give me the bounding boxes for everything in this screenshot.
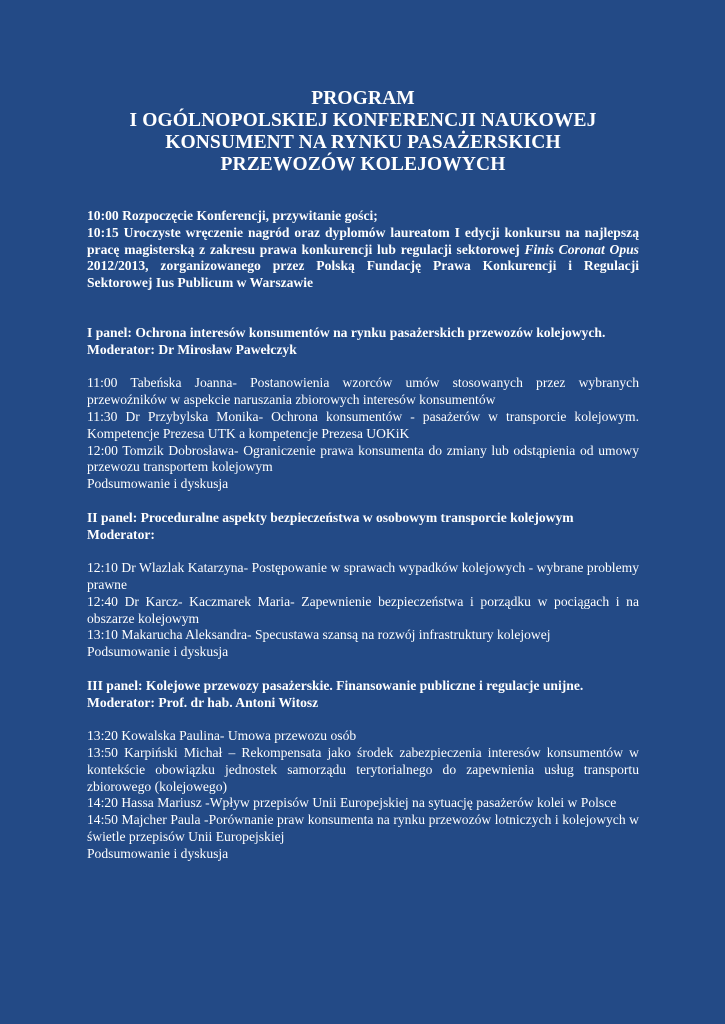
title-line: I OGÓLNOPOLSKIEJ KONFERENCJI NAUKOWEJ xyxy=(129,110,597,131)
panel-title: I panel: Ochrona interesów konsumentów na rynku pasażerskich przewozów kolejowych. xyxy=(87,324,606,340)
panel-3-header xyxy=(87,678,639,712)
panel-3-talks xyxy=(87,728,639,862)
talk-item: 12:40 Dr Karcz- Kaczmarek Maria- Zapewnienie bezpieczeństwa i porządku w pociągach i na obszarze kolejowym xyxy=(87,593,639,626)
panel-moderator: Moderator: Prof. dr hab. Antoni Witosz xyxy=(87,694,319,710)
talk-item: 12:10 Dr Wlazlak Katarzyna- Postępowanie w sprawach wypadków kolejowych - wybrane problemy prawne xyxy=(87,560,639,592)
title-line: KONSUMENT NA RYNKU PASAŻERSKICH xyxy=(165,132,561,153)
intro-award xyxy=(87,225,639,292)
discussion-item: Podsumowanie i dyskusja xyxy=(87,644,229,660)
intro-award-text: 10:15 Uroczyste wręczenie nagród oraz dyplomów laureatom I edycji konkursu na najlepszą pracę magisterską z zakresu prawa konkurencji lub regulacji sektorowej xyxy=(87,224,639,257)
panel-moderator: Moderator: xyxy=(87,526,155,542)
title-line: PROGRAM xyxy=(311,88,415,109)
panel-2-talks xyxy=(87,560,639,661)
document-page xyxy=(87,88,639,879)
talk-item: 13:50 Karpiński Michał – Rekompensata jako środek zabezpieczenia interesów konsumentów w kontekście obowiązku jednostek samorządu terytorialnego do zapewnienia usług transportu zbiorowego (kolejowego) xyxy=(87,744,639,794)
discussion-item: Podsumowanie i dyskusja xyxy=(87,845,229,861)
contest-name: Finis Coronat Opus xyxy=(524,241,639,257)
talk-item: 11:00 Tabeńska Joanna- Postanowienia wzorców umów stosowanych przez wybranych przewoźników w aspekcie naruszania zbiorowych interesów konsumentów xyxy=(87,375,639,408)
talk-item: 13:10 Makarucha Aleksandra- Specustawa szansą na rozwój infrastruktury kolejowej xyxy=(87,627,551,643)
talk-item: 14:50 Majcher Paula -Porównanie praw konsumenta na rynku przewozów lotniczych i kolejowych w świetle przepisów Unii Europejskiej xyxy=(87,812,639,844)
intro-section xyxy=(87,208,639,292)
talk-item: 11:30 Dr Przybylska Monika- Ochrona konsumentów - pasażerów w transporcie kolejowym. Kompetencje Prezesa UTK a kompetencje Prezesa UOKiK xyxy=(87,408,639,441)
page-title xyxy=(87,88,639,176)
intro-opening: 10:00 Rozpoczęcie Konferencji, przywitanie gości; xyxy=(87,208,378,223)
panel-title: II panel: Proceduralne aspekty bezpieczeństwa w osobowym transporcie kolejowym xyxy=(87,509,574,525)
panel-1-talks xyxy=(87,375,639,493)
discussion-item: Podsumowanie i dyskusja xyxy=(87,476,229,492)
title-line: PRZEWOZÓW KOLEJOWYCH xyxy=(220,154,506,175)
panel-2-header xyxy=(87,510,639,544)
talk-item: 14:20 Hassa Mariusz -Wpływ przepisów Unii Europejskiej na sytuację pasażerów kolei w Polsce xyxy=(87,795,617,811)
talk-item: 13:20 Kowalska Paulina- Umowa przewozu osób xyxy=(87,728,357,744)
talk-item: 12:00 Tomzik Dobrosława- Ograniczenie prawa konsumenta do zmiany lub odstąpienia od umowy przewozu transportem kolejowym xyxy=(87,442,639,475)
panel-1-header xyxy=(87,325,639,359)
panel-moderator: Moderator: Dr Mirosław Pawełczyk xyxy=(87,341,297,357)
panel-title: III panel: Kolejowe przewozy pasażerskie. Finansowanie publiczne i regulacje unijne. xyxy=(87,677,584,693)
intro-award-text-end: 2012/2013, zorganizowanego przez Polską Fundację Prawa Konkurencji i Regulacji Sektorowej Ius Publicum w Warszawie xyxy=(87,258,639,291)
